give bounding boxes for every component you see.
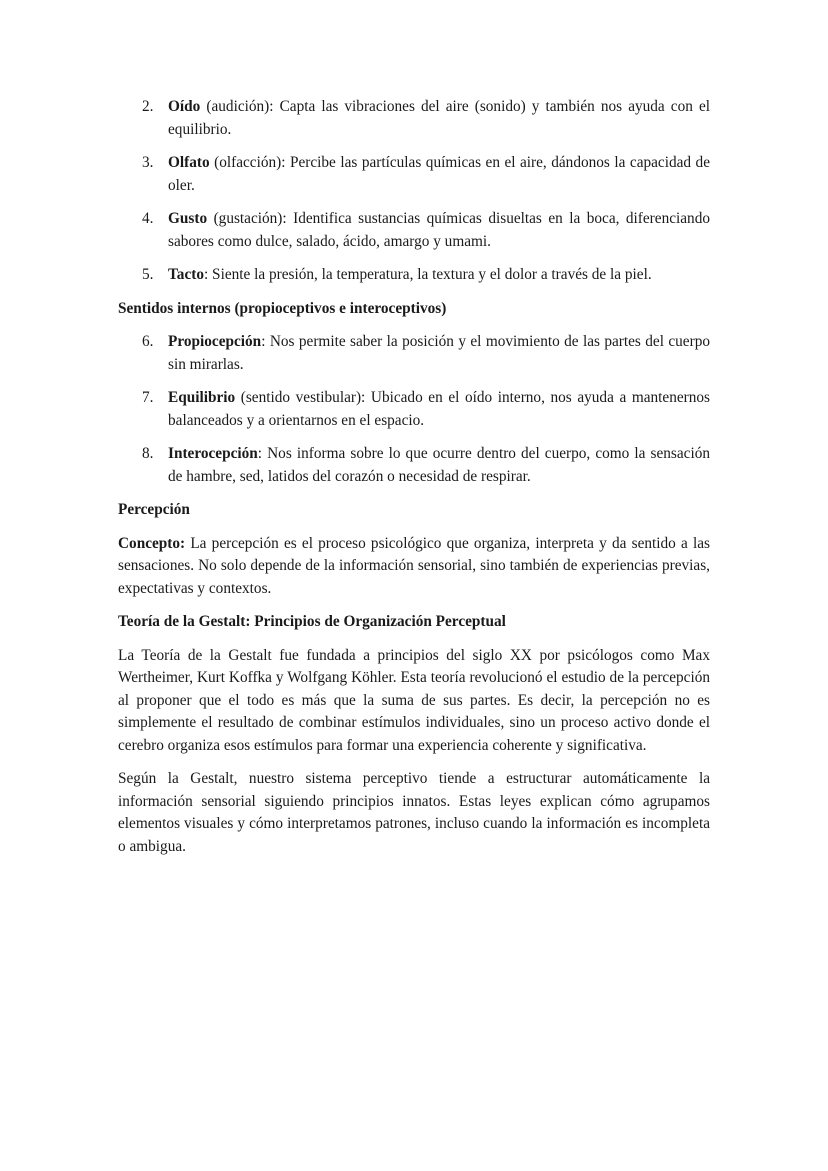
list-number: 7. — [142, 389, 154, 406]
concept-text: La percepción es el proceso psicológico que organiza, interpreta y da sentido a las sensaciones. No solo depende de la información sensorial, sino también de experiencias previas, expectativas y contextos. — [118, 534, 710, 597]
list-item — [118, 264, 710, 287]
document-page — [118, 96, 710, 869]
internal-senses-heading: Sentidos internos (propioceptivos e interoceptivos) — [118, 299, 447, 317]
list-number: 3. — [142, 154, 154, 171]
internal-senses-list — [118, 331, 710, 488]
perception-heading: Percepción — [118, 501, 190, 518]
list-number: 2. — [142, 98, 154, 115]
list-term: Propiocepción — [168, 333, 262, 350]
list-item — [118, 208, 710, 253]
external-senses-list — [118, 96, 710, 287]
list-text: : Nos permite saber la posición y el movimiento de las partes del cuerpo sin mirarlas. — [168, 333, 710, 373]
gestalt-heading: Teoría de la Gestalt: Principios de Organización Perceptual — [118, 613, 506, 630]
list-number: 5. — [142, 266, 154, 283]
list-term: Oído — [168, 98, 201, 115]
list-item — [118, 331, 710, 376]
list-text: (olfacción): Percibe las partículas químicas en el aire, dándonos la capacidad de oler. — [168, 154, 710, 194]
list-term: Olfato — [168, 154, 210, 171]
concept-paragraph — [118, 533, 710, 601]
list-item — [118, 96, 710, 141]
list-term: Interocepción — [168, 445, 258, 462]
list-term: Gusto — [168, 210, 208, 227]
list-item — [118, 443, 710, 488]
list-term: Equilibrio — [168, 389, 236, 406]
list-term: Tacto — [168, 266, 204, 283]
list-text: (audición): Capta las vibraciones del aire (sonido) y también nos ayuda con el equilibrio. — [168, 98, 710, 138]
concept-label: Concepto: — [118, 534, 186, 552]
list-item — [118, 387, 710, 432]
gestalt-paragraph-1: La Teoría de la Gestalt fue fundada a principios del siglo XX por psicólogos como Max Wertheimer, Kurt Koffka y Wolfgang Köhler. Esta teoría revolucionó el estudio de la percepción al proponer que el todo es más que la suma de sus partes. Es decir, la percepción no es simplemente el resultado de combinar estímulos individuales, sino un proceso activo donde el cerebro organiza esos estímulos para formar una experiencia coherente y significativa. — [118, 646, 710, 754]
list-item — [118, 152, 710, 197]
list-number: 8. — [142, 445, 154, 462]
list-text: (gustación): Identifica sustancias químicas disueltas en la boca, diferenciando sabores como dulce, salado, ácido, amargo y umami. — [168, 210, 710, 250]
gestalt-paragraph-2: Según la Gestalt, nuestro sistema perceptivo tiende a estructurar automáticamente la información sensorial siguiendo principios innatos. Estas leyes explican cómo agrupamos elementos visuales y cómo interpretamos patrones, incluso cuando la información es incompleta o ambigua. — [118, 770, 710, 855]
list-text: (sentido vestibular): Ubicado en el oído interno, nos ayuda a mantenernos balanceados y a orientarnos en el espacio. — [168, 389, 710, 429]
list-text: : Nos informa sobre lo que ocurre dentro del cuerpo, como la sensación de hambre, sed, latidos del corazón o necesidad de respirar. — [168, 445, 710, 485]
list-text: : Siente la presión, la temperatura, la textura y el dolor a través de la piel. — [203, 266, 652, 283]
list-number: 4. — [142, 210, 154, 227]
list-number: 6. — [142, 333, 154, 350]
